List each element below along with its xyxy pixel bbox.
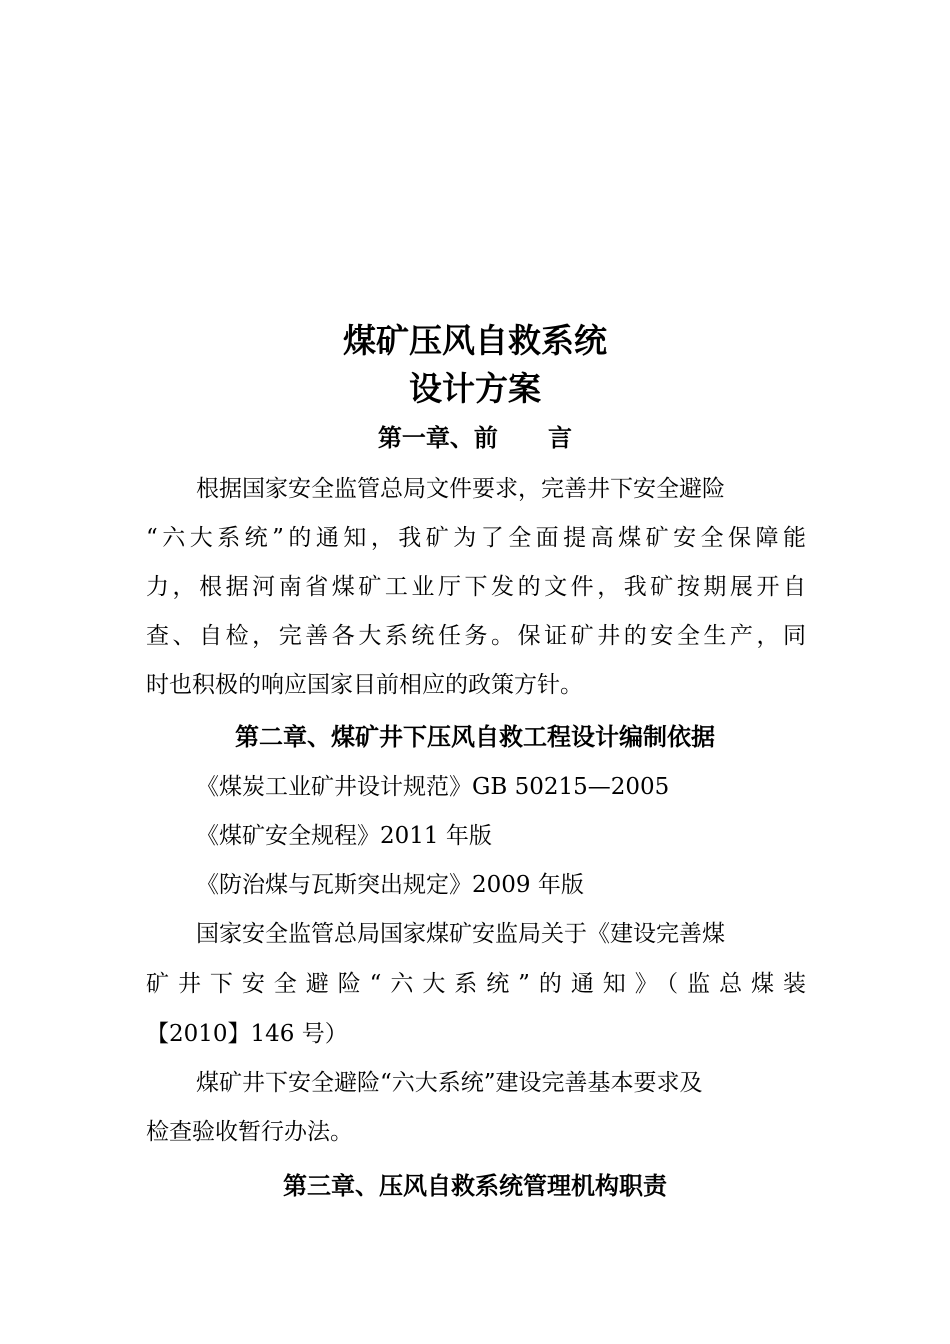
measures-line-1: 煤矿井下安全避险“六大系统”建设完善基本要求及 <box>196 1070 703 1096</box>
document-subtitle: 设计方案 <box>409 369 541 408</box>
chapter3-heading: 第三章、压风自救系统管理机构职责 <box>283 1172 667 1200</box>
notice-line-3: 【2010】146 号） <box>146 1021 348 1047</box>
chapter1-paragraph-line-3: 力，根据河南省煤矿工业厅下发的文件，我矿按期展开自 <box>146 574 806 600</box>
measures-line-2: 检查验收暂行办法。 <box>146 1119 353 1145</box>
chapter2-heading: 第二章、煤矿井下压风自救工程设计编制依据 <box>235 723 715 751</box>
chapter1-heading: 第一章、前 言 <box>377 424 573 452</box>
notice-line-1: 国家安全监管总局国家煤矿安监局关于《建设完善煤 <box>196 921 725 947</box>
document-title: 煤矿压风自救系统 <box>343 321 607 360</box>
chapter1-paragraph-line-1: 根据国家安全监管总局文件要求，完善井下安全避险 <box>196 476 725 502</box>
chapter1-paragraph-line-2: “六大系统”的通知，我矿为了全面提高煤矿安全保障能 <box>146 525 806 551</box>
notice-line-2: 矿井下安全避险“六大系统”的通知》（监总煤装 <box>146 971 806 997</box>
reference-item: 《煤矿安全规程》2011 年版 <box>196 823 492 849</box>
reference-item: 《煤炭工业矿井设计规范》GB 50215—2005 <box>196 774 670 800</box>
reference-item: 《防治煤与瓦斯突出规定》2009 年版 <box>196 872 584 898</box>
chapter1-paragraph-line-5: 时也积极的响应国家目前相应的政策方针。 <box>146 672 583 698</box>
chapter1-paragraph-line-4: 查、自检，完善各大系统任务。保证矿井的安全生产，同 <box>146 623 806 649</box>
